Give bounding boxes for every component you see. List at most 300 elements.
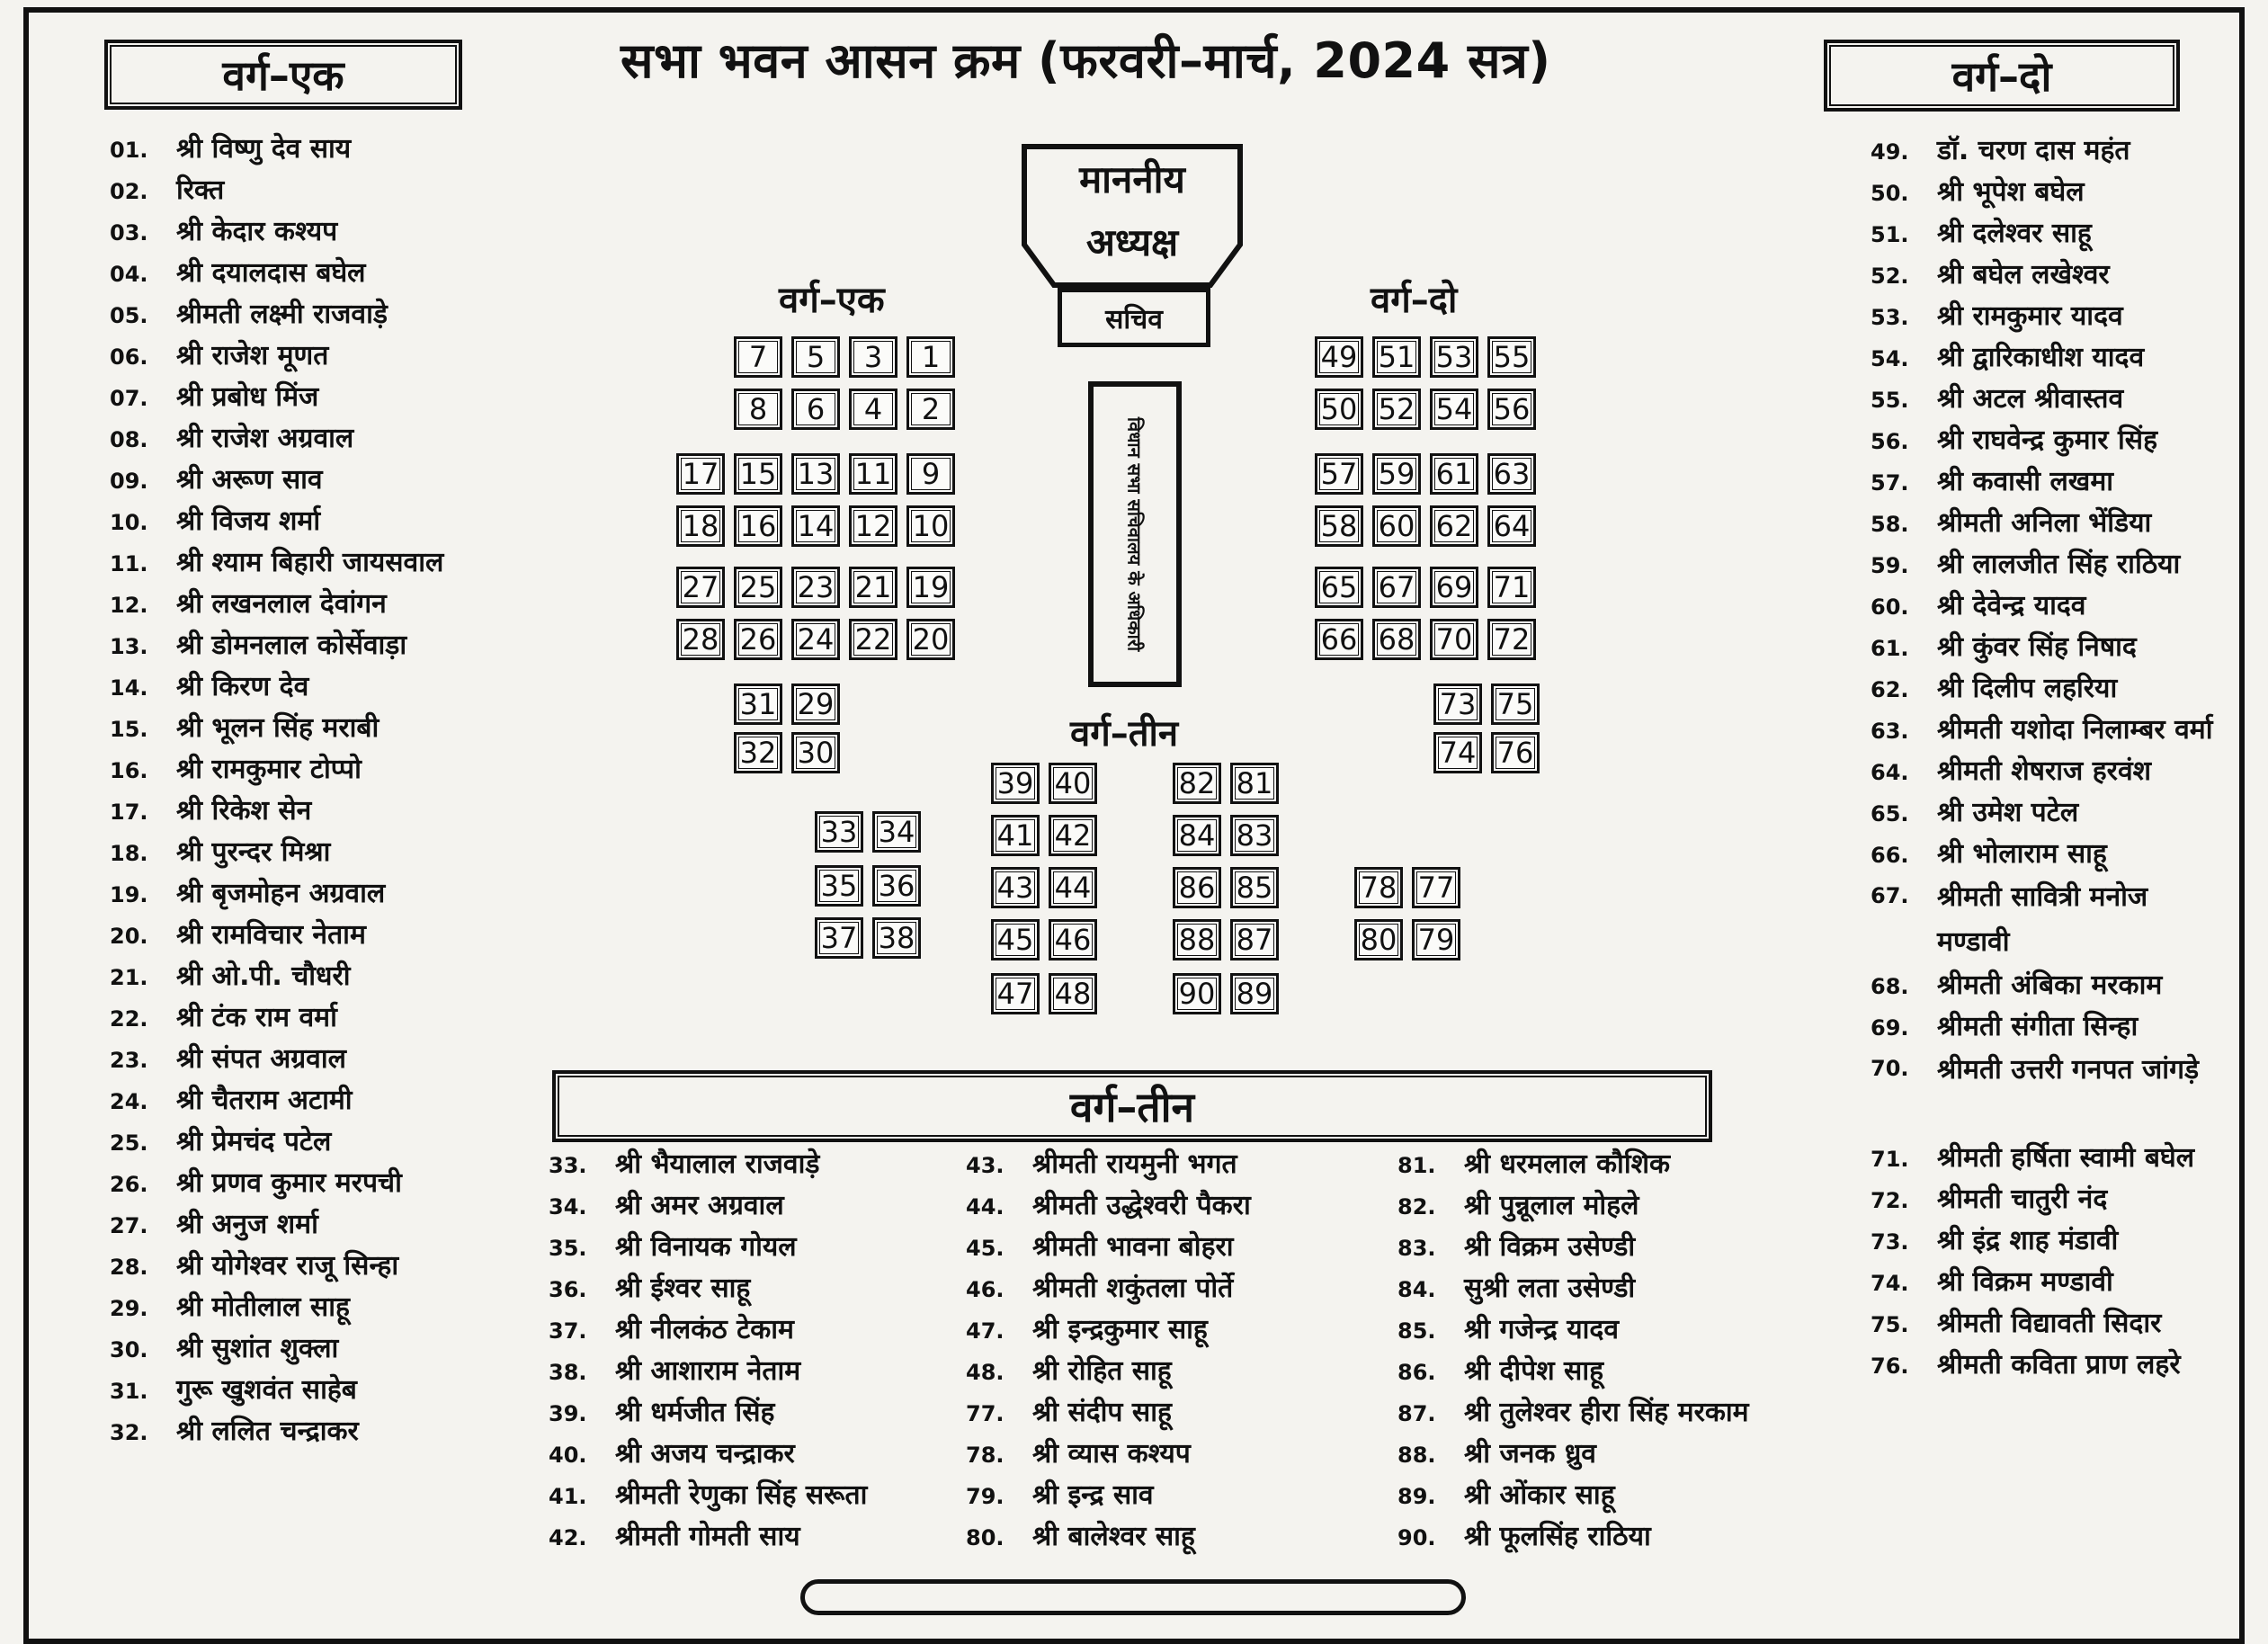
seat-90: 90 [1173, 973, 1221, 1014]
member-number: 32. [110, 1420, 148, 1445]
member-item [110, 625, 443, 666]
member-item [966, 1309, 1251, 1351]
group2-diagram-label: वर्ग–दो [1371, 280, 1458, 321]
seat-74: 74 [1433, 732, 1482, 773]
member-item [1871, 710, 2213, 751]
seat-28: 28 [676, 619, 725, 660]
member-item [110, 129, 443, 170]
member-number: 48. [966, 1360, 1005, 1385]
member-item [110, 1411, 443, 1452]
member-name: श्री द्वारिकाधीश यादव [1937, 342, 2145, 373]
seat-80: 80 [1354, 919, 1403, 960]
member-number: 26. [110, 1172, 148, 1197]
member-name: श्री ओ.पी. चौधरी [176, 960, 351, 992]
member-name: श्री राघवेन्द्र कुमार सिंह [1937, 424, 2157, 456]
member-name: श्री इन्द्रकुमार साहू [1032, 1314, 1208, 1345]
member-name: श्री अरूण साव [176, 464, 323, 496]
seat-39: 39 [991, 763, 1040, 804]
member-name: श्री विजय शर्मा [176, 505, 321, 537]
member-item [1871, 503, 2213, 544]
seat-75: 75 [1491, 684, 1540, 725]
member-number: 09. [110, 469, 148, 494]
member-item [110, 170, 443, 211]
member-number: 08. [110, 427, 148, 452]
member-number: 45. [966, 1236, 1005, 1261]
member-name: श्रीमती हर्षिता स्वामी बघेल [1937, 1142, 2195, 1174]
member-name: श्री व्यास कश्यप [1032, 1438, 1191, 1470]
secretary-box: सचिव [1058, 288, 1210, 347]
member-item [1397, 1268, 1749, 1309]
seat-81: 81 [1230, 763, 1279, 804]
seat-54: 54 [1430, 389, 1478, 430]
member-number: 76. [1871, 1354, 1909, 1379]
member-item [966, 1516, 1251, 1558]
seat-32: 32 [734, 732, 782, 773]
member-number: 24. [110, 1089, 148, 1114]
seat-20: 20 [906, 619, 955, 660]
member-number: 03. [110, 220, 148, 246]
member-item [549, 1516, 867, 1558]
member-item [966, 1434, 1251, 1475]
member-item [1871, 1179, 2213, 1220]
member-item [1871, 130, 2213, 172]
member-item [1871, 379, 2213, 420]
member-number: 07. [110, 386, 148, 411]
seat-33: 33 [815, 811, 863, 853]
member-name: श्री संपत अग्रवाल [176, 1043, 346, 1075]
member-name: श्री बघेल लखेश्वर [1937, 259, 2110, 290]
member-item [1871, 337, 2213, 379]
seat-34: 34 [872, 811, 921, 853]
member-item [110, 418, 443, 460]
seat-72: 72 [1487, 619, 1536, 660]
member-name: श्री रामकुमार यादव [1937, 300, 2123, 332]
member-name: गुरू खुशवंत साहेब [176, 1374, 357, 1406]
seat-3: 3 [849, 336, 897, 378]
seat-8: 8 [734, 389, 782, 430]
member-item [110, 1328, 443, 1370]
member-number: 61. [1871, 636, 1909, 661]
member-number: 44. [966, 1194, 1005, 1220]
member-item [1871, 255, 2213, 296]
member-name: श्री जनक ध्रुव [1464, 1438, 1596, 1470]
member-item [110, 708, 443, 749]
seat-47: 47 [991, 973, 1040, 1014]
seat-17: 17 [676, 453, 725, 495]
group2-heading: वर्ग–दो [1824, 40, 2180, 112]
member-number: 31. [110, 1379, 148, 1404]
member-name: श्री ईश्वर साहू [615, 1273, 751, 1304]
member-number: 21. [110, 965, 148, 990]
seat-16: 16 [734, 505, 782, 547]
member-number: 79. [966, 1484, 1005, 1509]
member-number: 74. [1871, 1271, 1909, 1296]
member-name: श्री रामकुमार टोप्पो [176, 754, 362, 785]
member-name: श्री लालजीत सिंह राठिया [1937, 549, 2181, 580]
member-number: 81. [1397, 1153, 1436, 1178]
member-item [110, 997, 443, 1039]
seat-63: 63 [1487, 453, 1536, 495]
seat-86: 86 [1173, 867, 1221, 908]
member-name: श्री लखनलाल देवांगन [176, 588, 387, 620]
member-number: 69. [1871, 1015, 1909, 1041]
member-item [549, 1475, 867, 1516]
speaker-line1: माननीय [1079, 157, 1185, 201]
member-number: 58. [1871, 512, 1909, 537]
member-name: श्री दयालदास बघेल [176, 257, 366, 289]
member-number: 73. [1871, 1229, 1909, 1255]
member-name: श्रीमती उद्धेश्वरी पैकरा [1032, 1190, 1251, 1221]
seat-31: 31 [734, 684, 782, 725]
seat-22: 22 [849, 619, 897, 660]
seat-68: 68 [1372, 619, 1421, 660]
member-number: 53. [1871, 305, 1909, 330]
member-item [1871, 792, 2213, 834]
seat-43: 43 [991, 867, 1040, 908]
member-item [549, 1392, 867, 1434]
member-number: 10. [110, 510, 148, 535]
member-item [1871, 1138, 2213, 1179]
member-name: श्रीमती अंबिका मरकाम [1937, 969, 2163, 1001]
member-name: श्री अनुज शर्मा [176, 1209, 318, 1240]
member-number: 12. [110, 593, 148, 618]
member-item [1871, 461, 2213, 503]
member-number: 88. [1397, 1443, 1436, 1468]
member-name: श्री अमर अग्रवाल [615, 1190, 784, 1221]
member-item [110, 1246, 443, 1287]
seat-66: 66 [1315, 619, 1363, 660]
member-name: श्री डोमनलाल कोर्सेवाड़ा [176, 630, 407, 661]
member-name: श्रीमती शकुंतला पोर्ते [1032, 1273, 1234, 1304]
member-number: 30. [110, 1337, 148, 1363]
member-item [110, 335, 443, 377]
member-number: 82. [1397, 1194, 1436, 1220]
member-item [1397, 1434, 1749, 1475]
member-item [1397, 1227, 1749, 1268]
member-item [1397, 1185, 1749, 1227]
seat-40: 40 [1049, 763, 1097, 804]
member-item [1871, 1303, 2213, 1345]
member-number: 36. [549, 1277, 587, 1302]
member-number: 38. [549, 1360, 587, 1385]
member-name: श्री प्रबोध मिंज [176, 381, 319, 413]
seat-15: 15 [734, 453, 782, 495]
seat-69: 69 [1430, 567, 1478, 608]
group3-member-list-col1 [549, 1144, 867, 1558]
member-number: 71. [1871, 1147, 1909, 1172]
member-name: श्री सुशांत शुक्ला [176, 1333, 339, 1364]
seat-18: 18 [676, 505, 725, 547]
member-item [110, 211, 443, 253]
seat-13: 13 [791, 453, 840, 495]
member-item [1871, 1220, 2213, 1262]
seat-45: 45 [991, 919, 1040, 960]
officials-table-label: विधान सभा सचिवालय के अधिकारी [1123, 416, 1146, 652]
member-name: श्री टंक राम वर्मा [176, 1002, 337, 1033]
seat-64: 64 [1487, 505, 1536, 547]
seat-82: 82 [1173, 763, 1221, 804]
member-name: श्रीमती कविता प्राण लहरे [1937, 1349, 2181, 1380]
member-item [110, 1039, 443, 1080]
member-number: 55. [1871, 388, 1909, 413]
member-item [966, 1351, 1251, 1392]
member-name: श्री कवासी लखमा [1937, 466, 2114, 497]
member-name: श्री मोतीलाल साहू [176, 1291, 350, 1323]
member-number: 50. [1871, 181, 1909, 206]
seat-24: 24 [791, 619, 840, 660]
member-name: श्री गजेन्द्र यादव [1464, 1314, 1620, 1345]
seat-49: 49 [1315, 336, 1363, 378]
member-item [110, 1121, 443, 1163]
member-number: 02. [110, 179, 148, 204]
bottom-banner-edge [800, 1579, 1466, 1615]
member-name: श्रीमती संगीता सिन्हा [1937, 1011, 2139, 1042]
seat-70: 70 [1430, 619, 1478, 660]
member-item [1397, 1392, 1749, 1434]
member-number: 25. [110, 1130, 148, 1156]
seat-57: 57 [1315, 453, 1363, 495]
page-title: सभा भवन आसन क्रम (फरवरी–मार्च, 2024 सत्र) [621, 32, 1551, 89]
member-number: 49. [1871, 139, 1909, 165]
member-name: श्रीमती उत्तरी गनपत जांगड़े [1937, 1054, 2200, 1086]
member-name: श्री रिकेश सेन [176, 795, 312, 826]
member-item [110, 460, 443, 501]
member-number: 17. [110, 800, 148, 825]
member-number: 66. [1871, 843, 1909, 868]
member-item [549, 1144, 867, 1185]
member-number: 54. [1871, 346, 1909, 371]
member-name: श्रीमती यशोदा निलाम्बर वर्मा [1937, 714, 2213, 746]
member-item [1871, 668, 2213, 710]
member-item [110, 1287, 443, 1328]
member-item [549, 1268, 867, 1309]
member-name: श्री भोलाराम साहू [1937, 838, 2107, 870]
member-item [1871, 1262, 2213, 1303]
seat-10: 10 [906, 505, 955, 547]
seat-48: 48 [1049, 973, 1097, 1014]
member-number: 04. [110, 262, 148, 287]
member-number: 18. [110, 841, 148, 866]
member-name: श्रीमती भावना बोहरा [1032, 1231, 1234, 1263]
member-item [966, 1392, 1251, 1434]
member-name: श्री दिलीप लहरिया [1937, 673, 2118, 704]
seat-37: 37 [815, 917, 863, 959]
seat-84: 84 [1173, 815, 1221, 856]
member-name: श्री तुलेश्वर हीरा सिंह मरकाम [1464, 1397, 1749, 1428]
group1-heading: वर्ग–एक [104, 40, 462, 110]
member-item [1871, 875, 2213, 965]
member-item [1397, 1351, 1749, 1392]
member-number: 27. [110, 1213, 148, 1238]
seat-67: 67 [1372, 567, 1421, 608]
seat-44: 44 [1049, 867, 1097, 908]
member-item [549, 1227, 867, 1268]
member-name: श्री संदीप साहू [1032, 1397, 1172, 1428]
seat-42: 42 [1049, 815, 1097, 856]
member-number: 87. [1397, 1401, 1436, 1426]
member-number: 62. [1871, 677, 1909, 702]
member-name: श्री रोहित साहू [1032, 1355, 1172, 1387]
seat-88: 88 [1173, 919, 1221, 960]
member-item [1871, 296, 2213, 337]
member-item [1397, 1144, 1749, 1185]
member-number: 84. [1397, 1277, 1436, 1302]
member-name: श्रीमती लक्ष्मी राजवाड़े [176, 299, 388, 330]
seat-21: 21 [849, 567, 897, 608]
seat-51: 51 [1372, 336, 1421, 378]
member-name: श्री दलेश्वर साहू [1937, 218, 2092, 249]
seat-41: 41 [991, 815, 1040, 856]
member-number: 80. [966, 1525, 1005, 1550]
member-number: 52. [1871, 264, 1909, 289]
member-number: 22. [110, 1006, 148, 1032]
member-item [110, 1370, 443, 1411]
seat-79: 79 [1412, 919, 1460, 960]
member-name: श्रीमती शेषराज हरवंश [1937, 755, 2152, 787]
member-number: 64. [1871, 760, 1909, 785]
member-number: 13. [110, 634, 148, 659]
seat-60: 60 [1372, 505, 1421, 547]
group3-heading: वर्ग–तीन [552, 1070, 1712, 1142]
member-item [549, 1434, 867, 1475]
member-name: श्री केदार कश्यप [176, 216, 338, 247]
seat-29: 29 [791, 684, 840, 725]
member-name: श्री प्रेमचंद पटेल [176, 1126, 332, 1157]
member-name: श्री प्रणव कुमार मरपची [176, 1167, 402, 1199]
seat-76: 76 [1491, 732, 1540, 773]
member-number: 78. [966, 1443, 1005, 1468]
member-name: श्री योगेश्वर राजू सिन्हा [176, 1250, 399, 1282]
seat-87: 87 [1230, 919, 1279, 960]
member-item [1397, 1475, 1749, 1516]
member-item [966, 1475, 1251, 1516]
member-name: श्री विष्णु देव साय [176, 133, 352, 165]
member-number: 43. [966, 1153, 1005, 1178]
member-name: श्री श्याम बिहारी जायसवाल [176, 547, 444, 578]
member-name: श्री फूलसिंह राठिया [1464, 1521, 1651, 1552]
member-number: 70. [1871, 1056, 1909, 1081]
seat-27: 27 [676, 567, 725, 608]
member-item [110, 832, 443, 873]
group1-diagram-label: वर्ग–एक [779, 280, 885, 321]
member-item [110, 749, 443, 791]
member-name: श्री भैयालाल राजवाड़े [615, 1148, 820, 1180]
member-item [1871, 420, 2213, 461]
member-item [110, 956, 443, 997]
group3-diagram-label: वर्ग–तीन [1070, 713, 1179, 755]
seat-14: 14 [791, 505, 840, 547]
member-item [966, 1185, 1251, 1227]
member-number: 90. [1397, 1525, 1436, 1550]
member-item [549, 1185, 867, 1227]
member-name: श्री ओंकार साहू [1464, 1479, 1615, 1511]
group3-member-list-col2 [966, 1144, 1251, 1558]
member-number: 46. [966, 1277, 1005, 1302]
member-name: श्री पुरन्दर मिश्रा [176, 836, 331, 868]
member-number: 20. [110, 924, 148, 949]
member-number: 14. [110, 675, 148, 701]
seat-30: 30 [791, 732, 840, 773]
member-number: 72. [1871, 1188, 1909, 1213]
member-number: 57. [1871, 470, 1909, 496]
member-name: श्री इंद्र शाह मंडावी [1937, 1225, 2119, 1256]
member-name: श्री विक्रम उसेण्डी [1464, 1231, 1636, 1263]
member-number: 77. [966, 1401, 1005, 1426]
member-number: 85. [1397, 1318, 1436, 1344]
member-name: श्रीमती अनिला भेंडिया [1937, 507, 2152, 539]
seat-7: 7 [734, 336, 782, 378]
member-number: 86. [1397, 1360, 1436, 1385]
member-number: 11. [110, 551, 148, 576]
seat-11: 11 [849, 453, 897, 495]
member-name: श्री दीपेश साहू [1464, 1355, 1604, 1387]
member-item [1871, 1048, 2213, 1138]
member-name: श्री इन्द्र साव [1032, 1479, 1154, 1511]
member-number: 15. [110, 717, 148, 742]
member-number: 39. [549, 1401, 587, 1426]
member-item [1871, 1006, 2213, 1048]
member-number: 68. [1871, 974, 1909, 999]
member-item [110, 1163, 443, 1204]
group3-member-list-col3 [1397, 1144, 1749, 1558]
member-name: श्री अजय चन्द्राकर [615, 1438, 795, 1470]
officials-table [1088, 381, 1182, 687]
seat-61: 61 [1430, 453, 1478, 495]
seat-12: 12 [849, 505, 897, 547]
seat-36: 36 [872, 865, 921, 907]
seat-85: 85 [1230, 867, 1279, 908]
seat-89: 89 [1230, 973, 1279, 1014]
seat-56: 56 [1487, 389, 1536, 430]
speaker-chair [1022, 144, 1243, 288]
seat-58: 58 [1315, 505, 1363, 547]
member-number: 06. [110, 344, 148, 370]
seat-35: 35 [815, 865, 863, 907]
member-name: सुश्री लता उसेण्डी [1464, 1273, 1636, 1304]
seat-26: 26 [734, 619, 782, 660]
seat-9: 9 [906, 453, 955, 495]
seat-6: 6 [791, 389, 840, 430]
member-number: 60. [1871, 594, 1909, 620]
member-number: 65. [1871, 801, 1909, 826]
member-item [110, 1080, 443, 1121]
group1-member-list [110, 129, 443, 1452]
member-item [1871, 544, 2213, 585]
member-number: 40. [549, 1443, 587, 1468]
seat-19: 19 [906, 567, 955, 608]
member-item [1871, 965, 2213, 1006]
member-number: 89. [1397, 1484, 1436, 1509]
member-name: श्रीमती चातुरी नंद [1937, 1184, 2108, 1215]
member-name: श्री कुंवर सिंह निषाद [1937, 631, 2137, 663]
member-number: 05. [110, 303, 148, 328]
member-name: रिक्त [176, 174, 225, 206]
member-name: श्री राजेश अग्रवाल [176, 423, 354, 454]
member-name: श्रीमती गोमती साय [615, 1521, 800, 1552]
member-item [1871, 834, 2213, 875]
seat-62: 62 [1430, 505, 1478, 547]
member-name: श्री बालेश्वर साहू [1032, 1521, 1195, 1552]
member-name: श्री भूपेश बघेल [1937, 176, 2085, 208]
member-item [1871, 627, 2213, 668]
member-number: 83. [1397, 1236, 1436, 1261]
member-item [110, 584, 443, 625]
member-item [1871, 1345, 2213, 1386]
member-item [1397, 1516, 1749, 1558]
member-number: 51. [1871, 222, 1909, 247]
seat-23: 23 [791, 567, 840, 608]
member-item [549, 1351, 867, 1392]
